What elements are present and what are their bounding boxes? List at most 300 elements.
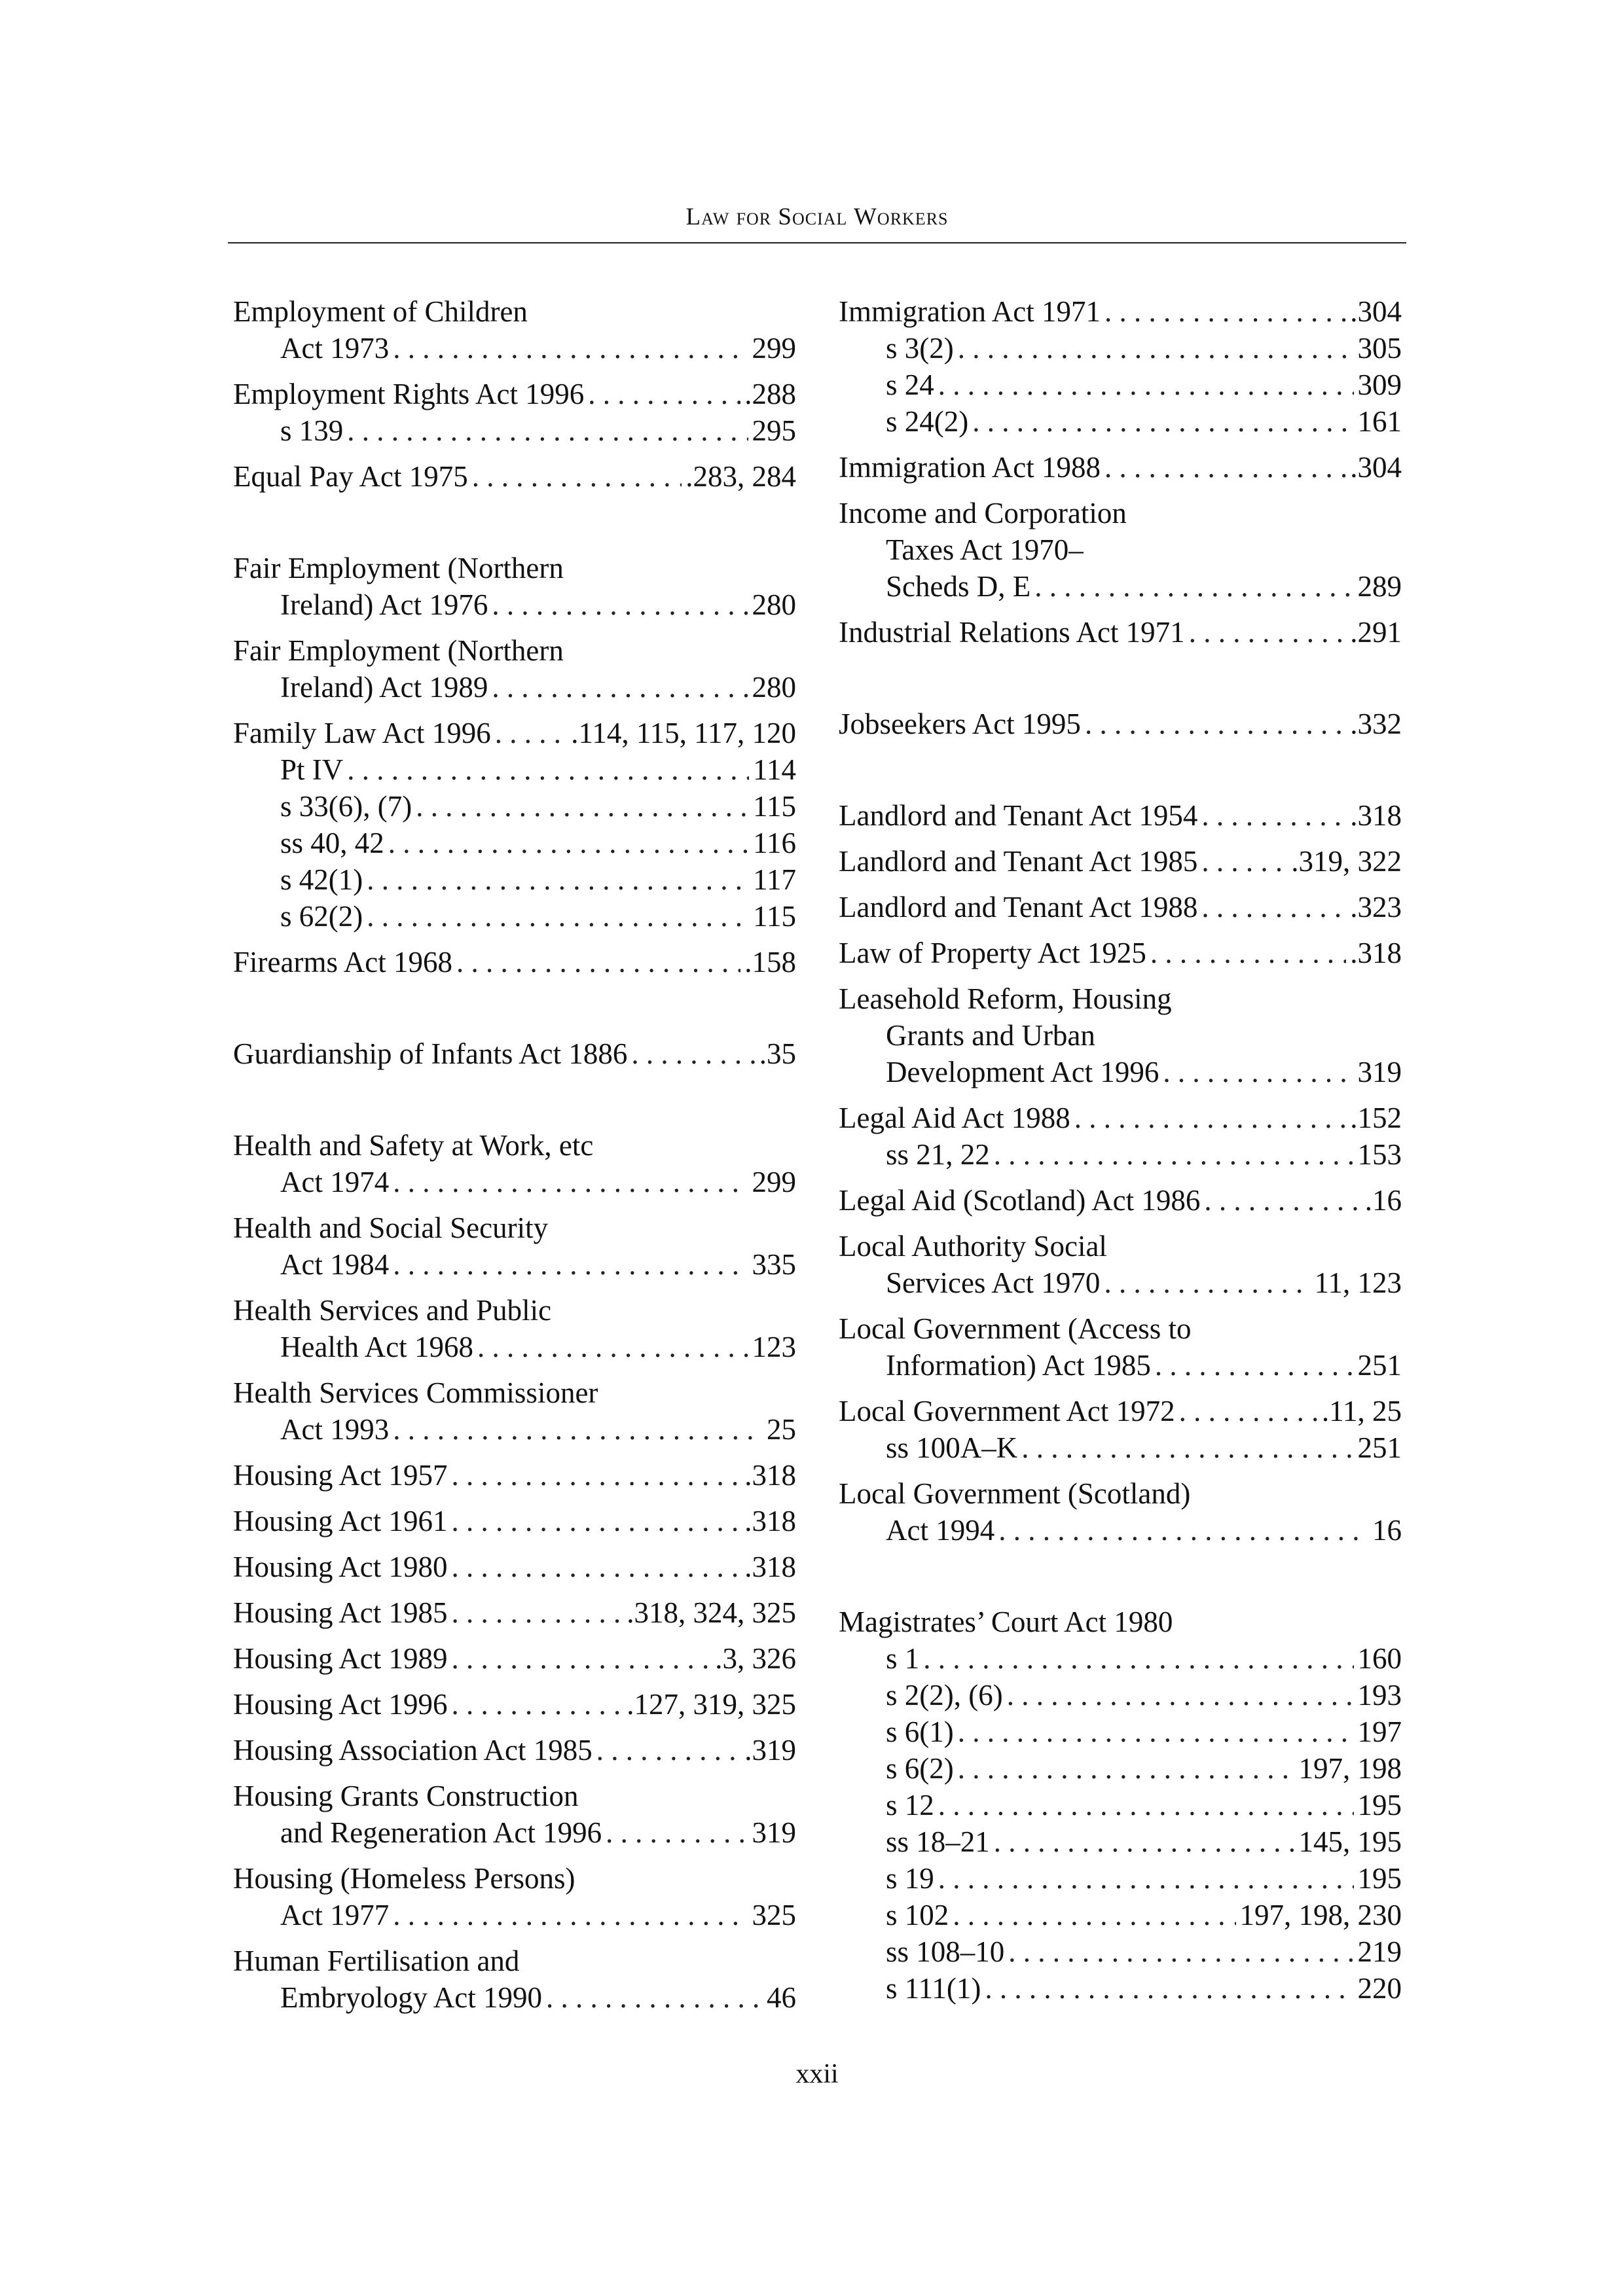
leader-dots [393,1164,748,1200]
leader-dots [1201,843,1287,880]
leader-dots [953,1897,1235,1933]
leader-dots [492,669,748,706]
entry-text: s 2(2), (6) [886,1679,1003,1712]
page-ref: 193 [1357,1679,1402,1712]
entry-subline [233,330,796,367]
index-entry [233,1549,796,1585]
page-ref: .319, 322 [1291,845,1402,878]
entry-text: ss 100A–K [886,1431,1018,1464]
page-ref: .152 [1350,1102,1402,1134]
entry-heading-line [839,706,1402,742]
leader-dots [588,376,740,412]
entry-heading-line [233,1457,796,1494]
page-ref: .318 [744,1459,796,1492]
entry-heading-line [839,797,1402,834]
leader-dots [477,1329,748,1365]
entry-subline [839,1860,1402,1897]
entry-heading-line [233,1686,796,1723]
page-ref: 25 [767,1413,796,1446]
index-entry [839,1182,1402,1219]
leader-dots [456,944,740,980]
leader-dots [1201,889,1346,925]
entry-text: Local Government (Access to [839,1312,1192,1345]
leader-dots [367,861,749,898]
page-ref: 161 [1357,405,1402,438]
index-entry [839,935,1402,971]
entry-heading-line [233,1035,796,1072]
leader-dots [1104,1265,1310,1301]
page-ref: .318 [1350,799,1402,832]
index-entry [233,1640,796,1677]
entry-text: Housing Act 1985 [233,1596,448,1629]
entry-text: Taxes Act 1970– [886,533,1084,566]
index-entry [233,550,796,623]
leader-dots [998,1512,1368,1549]
leader-dots [938,1787,1354,1823]
leader-dots [1189,614,1347,651]
page-ref: .35 [759,1037,796,1070]
entry-heading-line [233,1640,796,1677]
leader-dots [388,825,749,861]
index-entry [839,889,1402,925]
index-entry [839,614,1402,651]
leader-dots [1034,568,1353,605]
entry-heading-line [233,293,796,330]
page-ref: 280 [752,671,796,704]
entry-heading-line [839,1182,1402,1219]
leader-dots [1163,1054,1353,1090]
entry-heading-line [839,980,1402,1017]
entry-text: Health Services Commissioner [233,1376,598,1409]
page-ref: 309 [1357,368,1402,401]
page-ref: 145, 195 [1298,1825,1402,1858]
entry-subline [233,1814,796,1851]
entry-heading-line [839,1310,1402,1347]
page-ref: .288 [744,378,796,410]
entry-subline [839,403,1402,440]
entry-heading-line [839,889,1402,925]
entry-heading-line [233,1860,796,1897]
entry-text: Landlord and Tenant Act 1954 [839,799,1198,832]
page-ref: .11, 25 [1321,1395,1402,1427]
entry-subline [839,1677,1402,1713]
entry-text: s 62(2) [280,900,363,933]
entry-heading-line [839,843,1402,880]
page-ref: .158 [744,946,796,978]
page-ref: 123 [752,1331,796,1363]
index-entry [233,1503,796,1539]
entry-heading-line [233,1127,796,1164]
entry-text: Act 1977 [280,1899,390,1931]
entry-heading-line [839,1604,1402,1640]
index-entry [233,1860,796,1933]
entry-subline [233,412,796,449]
index-entry [233,293,796,367]
entry-subline [233,898,796,935]
entry-text: s 24 [886,368,934,401]
index-entry [839,449,1402,486]
entry-text: s 24(2) [886,405,969,438]
entry-text: Landlord and Tenant Act 1985 [839,845,1198,878]
leader-dots [631,1035,755,1072]
index-entry [233,1127,796,1200]
page-ref: 115 [753,790,796,823]
leader-dots [1021,1429,1353,1466]
entry-subline [233,669,796,706]
entry-text: Legal Aid (Scotland) Act 1986 [839,1184,1201,1217]
page-number: xxii [795,2059,839,2089]
entry-text: ss 18–21 [886,1825,990,1858]
index-entry [839,1228,1402,1301]
page-ref: 115 [753,900,796,933]
entry-heading-line [233,1374,796,1411]
entry-text: Information) Act 1985 [886,1349,1151,1382]
index-entry [233,1686,796,1723]
page-ref: .304 [1350,451,1402,484]
entry-text: Equal Pay Act 1975 [233,460,468,493]
index-entry [233,1457,796,1494]
entry-text: Immigration Act 1988 [839,451,1101,484]
entry-text: Health Services and Public [233,1294,552,1327]
page-ref: 16 [1372,1514,1402,1547]
leader-dots [1008,1933,1353,1970]
entry-subline [233,825,796,861]
entry-subline [233,788,796,825]
page-ref: 195 [1357,1789,1402,1821]
leader-dots [452,1549,741,1585]
page-ref: .283, 284 [685,460,796,493]
index-entry [233,1943,796,2016]
entry-text: s 33(6), (7) [280,790,412,823]
entry-subline [839,1970,1402,2007]
leader-dots [1179,1393,1318,1429]
page-ref: 280 [752,588,796,621]
page-ref: 160 [1357,1642,1402,1675]
entry-subline [839,1054,1402,1090]
index-entry [839,980,1402,1090]
entry-text: Magistrates’ Court Act 1980 [839,1605,1173,1638]
entry-heading-line [233,632,796,669]
page-ref: .323 [1350,891,1402,924]
leader-dots [367,898,749,935]
leader-dots [347,751,749,788]
entry-text: Act 1993 [280,1413,390,1446]
entry-text: Income and Corporation [839,497,1127,529]
entry-subline [233,1329,796,1365]
leader-dots [546,1979,763,2016]
entry-text: Fair Employment (Northern [233,552,564,584]
entry-text: Guardianship of Infants Act 1886 [233,1037,628,1070]
index-entry [233,715,796,935]
entry-text: s 19 [886,1862,934,1895]
header-rule [228,242,1406,243]
page-ref: 116 [753,827,796,859]
entry-heading-line [233,715,796,751]
index-entry [233,1732,796,1768]
page-ref: 335 [752,1248,796,1281]
leader-dots [1104,293,1346,330]
leader-dots [994,1136,1354,1173]
entry-text: Local Government (Scotland) [839,1477,1191,1510]
entry-text: Act 1994 [886,1514,995,1547]
index-entry [233,376,796,449]
entry-text: Housing Act 1980 [233,1551,448,1583]
entry-subline [839,1823,1402,1860]
index-entry [233,1035,796,1072]
entry-text: s 42(1) [280,863,363,896]
entry-heading-line [233,1210,796,1246]
index-entry [839,843,1402,880]
entry-text: Local Authority Social [839,1230,1107,1263]
entry-heading-line [233,944,796,980]
entry-text: Housing Act 1961 [233,1505,448,1537]
page-ref: 319 [1357,1056,1402,1088]
entry-heading-line [233,1549,796,1585]
index-entry [839,1100,1402,1173]
entry-text: Grants and Urban [886,1019,1095,1052]
entry-subline [839,330,1402,367]
entry-heading-line [839,1228,1402,1265]
page-ref: .16 [1364,1184,1402,1217]
index-entry [839,1310,1402,1384]
entry-subline [839,568,1402,605]
entry-text: Pt IV [280,753,344,786]
page-ref: 117 [753,863,796,896]
entry-text: Industrial Relations Act 1971 [839,616,1185,649]
entry-subline [839,1347,1402,1384]
entry-text: Ireland) Act 1989 [280,671,488,704]
entry-text: Act 1974 [280,1166,390,1198]
entry-heading-line [233,550,796,586]
leader-dots [606,1814,748,1851]
leader-dots [393,1897,748,1933]
page-ref: 114 [753,753,796,786]
entry-heading-line [839,1100,1402,1136]
index-entry [839,706,1402,742]
leader-dots [938,1860,1354,1897]
page-ref: 295 [752,414,796,447]
entry-text: Services Act 1970 [886,1266,1101,1299]
index-entry [233,944,796,980]
page-ref: 11, 123 [1314,1266,1402,1299]
page-ref: .127, 319, 325 [627,1688,796,1721]
entry-subline [839,1897,1402,1933]
entry-text: Ireland) Act 1976 [280,588,488,621]
leader-dots [452,1503,741,1539]
leader-dots [972,403,1353,440]
entry-subline [839,1787,1402,1823]
entry-text: Employment Rights Act 1996 [233,378,585,410]
entry-text: Housing (Homeless Persons) [233,1862,575,1895]
entry-text: Law of Property Act 1925 [839,937,1146,969]
entry-subline [233,861,796,898]
page-ref: .291 [1350,616,1402,649]
entry-subline [839,1429,1402,1466]
entry-text: Housing Act 1996 [233,1688,448,1721]
page-ref: 299 [752,332,796,365]
entry-text: Local Government Act 1972 [839,1395,1175,1427]
entry-text: Scheds D, E [886,570,1031,603]
entry-text: Housing Grants Construction [233,1780,579,1812]
entry-heading-line [233,1732,796,1768]
leader-dots [393,1411,763,1448]
entry-subline [839,1136,1402,1173]
entry-text: ss 40, 42 [280,827,384,859]
entry-subline [233,751,796,788]
leader-dots [596,1732,741,1768]
entry-text: s 139 [280,414,344,447]
index-entry [839,1393,1402,1466]
entry-heading-line [839,1393,1402,1429]
page-ref: .318 [744,1551,796,1583]
index-entry [233,632,796,706]
entry-subline [839,1933,1402,1970]
entry-text: Health Act 1968 [280,1331,473,1363]
entry-heading-line [233,376,796,412]
entry-heading-line [839,614,1402,651]
entry-text: Housing Act 1989 [233,1642,448,1675]
entry-subline [839,1017,1402,1054]
entry-heading-line [233,1292,796,1329]
leader-dots [958,1713,1354,1750]
leader-dots [495,715,568,751]
right-column [839,293,1402,2016]
entry-text: Human Fertilisation and [233,1945,520,1977]
entry-text: Jobseekers Act 1995 [839,708,1081,740]
leader-dots [492,586,748,623]
index-entry [233,1292,796,1365]
page-ref: 219 [1357,1935,1402,1968]
index-entry [233,1374,796,1448]
entry-text: Act 1973 [280,332,390,365]
entry-subline [839,1750,1402,1787]
index-entry [233,1778,796,1851]
entry-heading-line [233,1503,796,1539]
page-ref: .304 [1350,295,1402,328]
page-ref: .318, 324, 325 [627,1596,796,1629]
entry-heading-line [839,1475,1402,1512]
leader-dots [1155,1347,1354,1384]
entry-subline [839,531,1402,568]
page-ref: 305 [1357,332,1402,365]
leader-dots [1074,1100,1347,1136]
index-entry [839,1604,1402,2007]
entry-heading-line [233,1594,796,1631]
page-ref: 153 [1357,1138,1402,1171]
entry-text: Act 1984 [280,1248,390,1281]
index-entry [233,1210,796,1283]
entry-text: Development Act 1996 [886,1056,1159,1088]
entry-subline [233,1164,796,1200]
page-ref: .3, 326 [715,1642,796,1675]
index-entry [839,1475,1402,1549]
entry-heading-line [233,1778,796,1814]
page-ref: 325 [752,1899,796,1931]
leader-dots [393,1246,748,1283]
entry-text: s 1 [886,1642,920,1675]
entry-heading-line [839,495,1402,531]
entry-text: Embryology Act 1990 [280,1981,542,2014]
entry-heading-line [233,458,796,495]
leader-dots [452,1640,712,1677]
leader-dots [1104,449,1346,486]
entry-text: and Regeneration Act 1996 [280,1816,602,1849]
entry-text: Landlord and Tenant Act 1988 [839,891,1198,924]
entry-text: Immigration Act 1971 [839,295,1101,328]
leader-dots [347,412,748,449]
page-ref: 251 [1357,1431,1402,1464]
entry-heading-line [839,449,1402,486]
leader-dots [958,1750,1295,1787]
leader-dots [452,1686,623,1723]
leader-dots [1204,1182,1360,1219]
leader-dots [938,367,1354,403]
entry-text: s 111(1) [886,1972,981,2005]
entry-text: Family Law Act 1996 [233,717,491,749]
index-entry [839,495,1402,605]
entry-text: s 102 [886,1899,949,1931]
entry-heading-line [839,935,1402,971]
left-column [233,293,796,2025]
entry-subline [233,586,796,623]
index-entry [839,293,1402,440]
entry-subline [233,1897,796,1933]
entry-heading-line [233,1943,796,1979]
entry-text: s 12 [886,1789,934,1821]
entry-text: s 6(1) [886,1715,954,1748]
page-ref: .332 [1350,708,1402,740]
entry-subline [233,1411,796,1448]
page-ref: 220 [1357,1972,1402,2005]
leader-dots [452,1457,741,1494]
page-ref: 251 [1357,1349,1402,1382]
page-ref: 289 [1357,570,1402,603]
leader-dots [393,330,748,367]
page-ref: 319 [752,1816,796,1849]
index-entry [233,458,796,495]
leader-dots [1085,706,1346,742]
page-ref: 195 [1357,1862,1402,1895]
entry-text: Health and Safety at Work, etc [233,1129,594,1162]
entry-text: ss 21, 22 [886,1138,990,1171]
page-ref: 197, 198 [1298,1752,1402,1785]
entry-subline [233,1246,796,1283]
leader-dots [416,788,749,825]
page-ref: 299 [752,1166,796,1198]
leader-dots [1007,1677,1354,1713]
leader-dots [958,330,1354,367]
leader-dots [1201,797,1346,834]
entry-subline [839,1512,1402,1549]
entry-text: ss 108–10 [886,1935,1005,1968]
entry-text: Fair Employment (Northern [233,634,564,667]
leader-dots [994,1823,1295,1860]
page-ref: 197, 198, 230 [1239,1899,1402,1931]
index-entry [233,1594,796,1631]
index-entry [839,797,1402,834]
entry-text: Health and Social Security [233,1211,549,1244]
entry-heading-line [839,293,1402,330]
page-ref: .318 [1350,937,1402,969]
entry-text: s 6(2) [886,1752,954,1785]
page-ref: .318 [744,1505,796,1537]
leader-dots [452,1594,623,1631]
leader-dots [985,1970,1353,2007]
entry-text: Leasehold Reform, Housing [839,982,1172,1015]
page-ref: 197 [1357,1715,1402,1748]
entry-text: Firearms Act 1968 [233,946,452,978]
leader-dots [1150,935,1346,971]
